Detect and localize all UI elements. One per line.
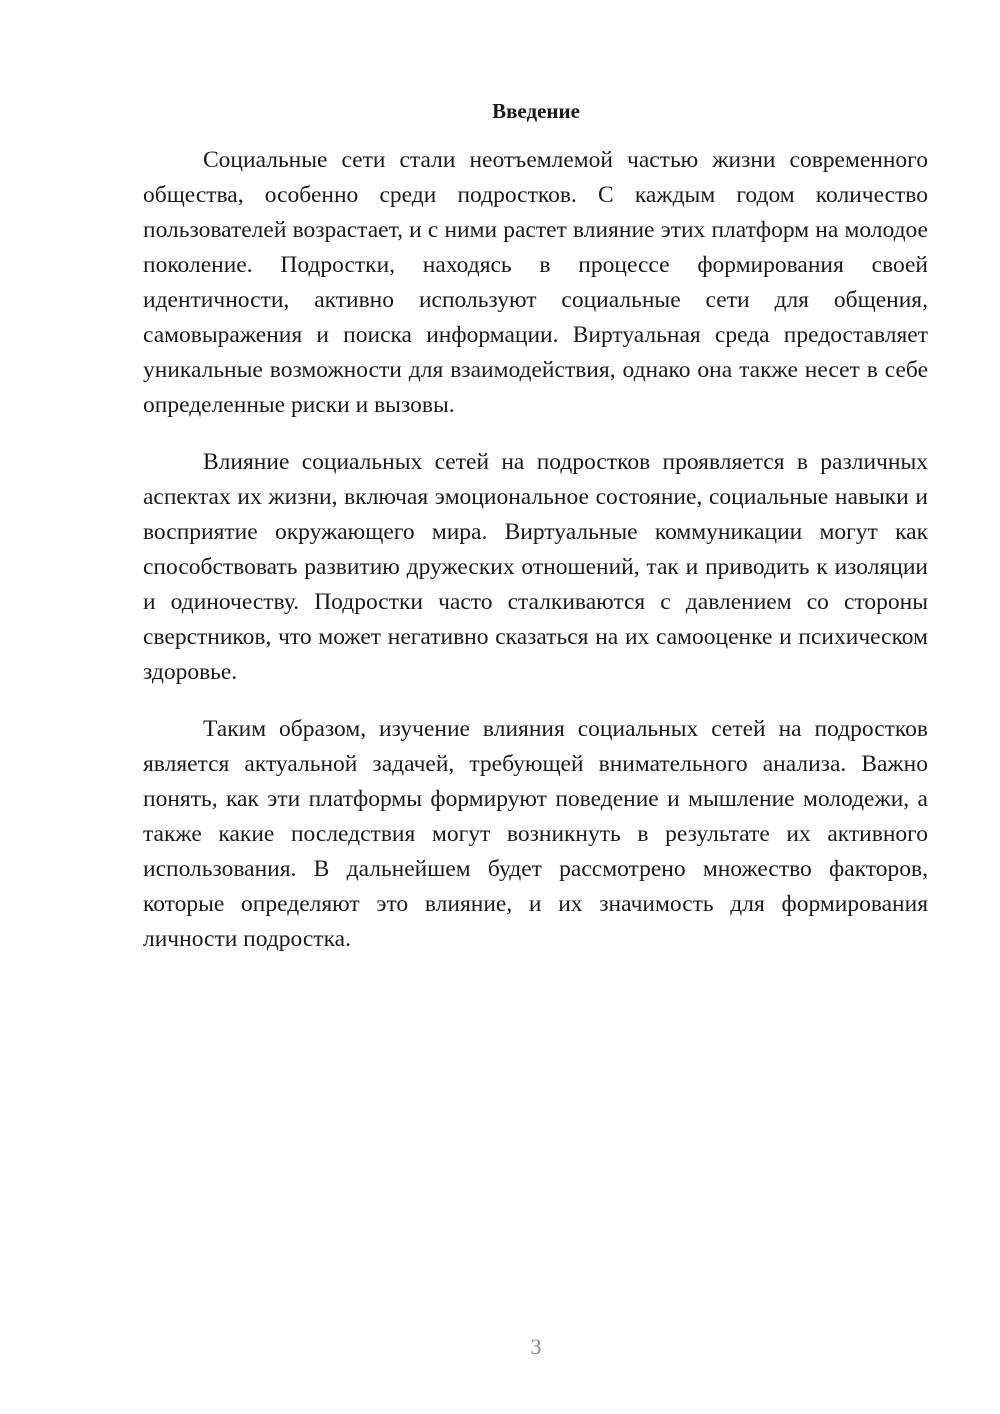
paragraph-2: Влияние социальных сетей на подростков проявляется в различных аспектах их жизни, включая эмоциональное состояние, социальные навыки и восприятие окружающего мира. Виртуальные коммуникации могут как способствовать развитию дружеских отношений, так и приводить к изоляции и одиночеству. Подростки часто сталкиваются с давлением со стороны сверстников, что может негативно сказаться на их самооценке и психическом здоровье. [143,449,928,685]
page-title: Введение [492,99,580,123]
paragraph-1: Социальные сети стали неотъемлемой частью жизни современного общества, особенно среди подростков. С каждым годом количество пользователей возрастает, и с ними растет влияние этих платформ на молодое поколение. Подростки, находясь в процессе формирования своей идентичности, активно используют социальные сети для общения, самовыражения и поиска информации. Виртуальная среда предоставляет уникальные возможности для взаимодействия, однако она также несет в себе определенные риски и вызовы. [143,147,928,418]
document-body [143,143,928,979]
paragraph-3: Таким образом, изучение влияния социальных сетей на подростков является актуальной задачей, требующей внимательного анализа. Важно понять, как эти платформы формируют поведение и мышление молодежи, а также какие последствия могут возникнуть в результате их активного использования. В дальнейшем будет рассмотрено множество факторов, которые определяют это влияние, и их значимость для формирования личности подростка. [143,716,928,952]
page-number: 3 [530,1334,542,1359]
